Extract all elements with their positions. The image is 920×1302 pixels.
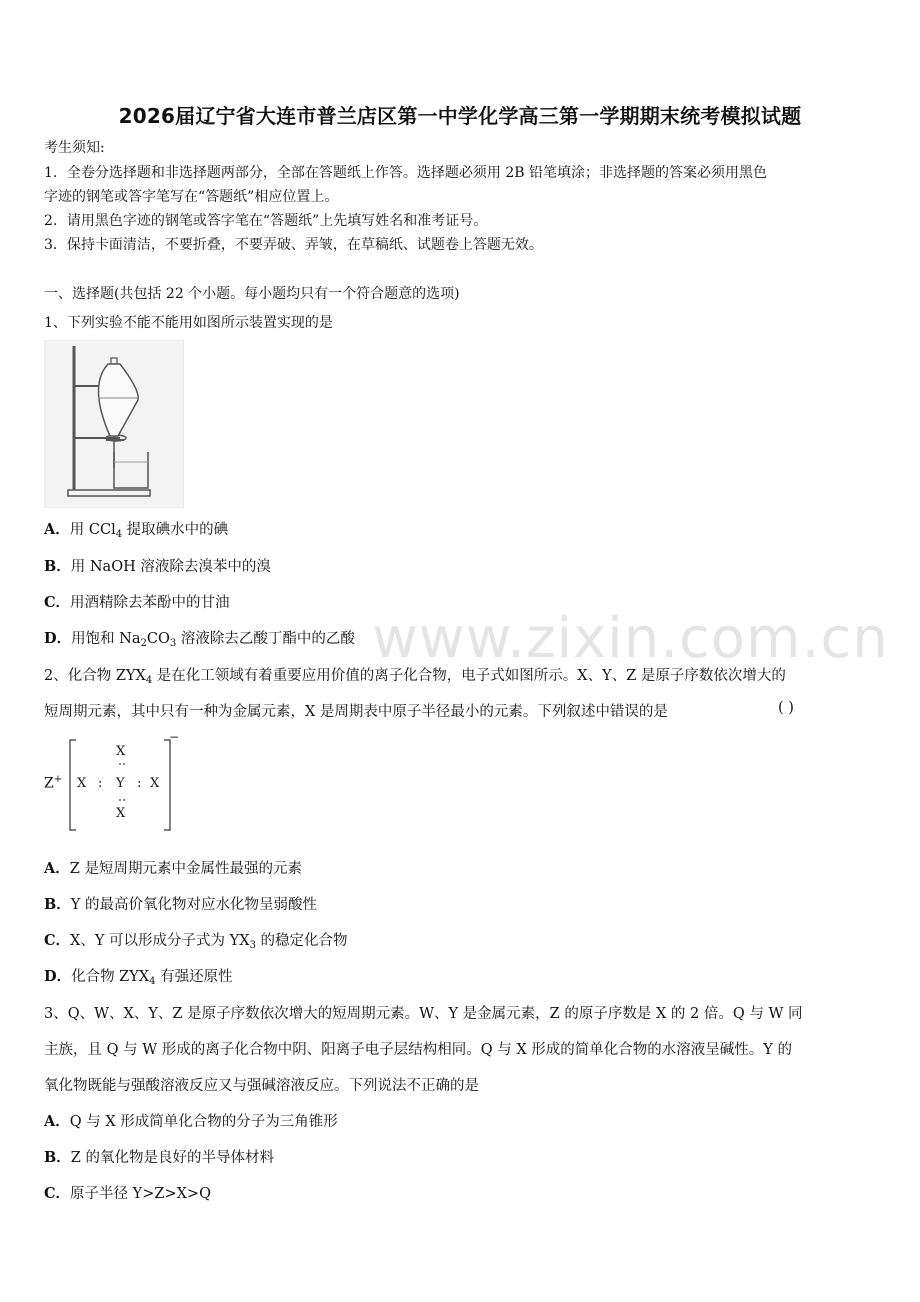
q1-stem: 1、下列实验不能不能用如图所示装置实现的是 xyxy=(44,315,333,331)
notice-item-1b: 字迹的钢笔或答字笔写在“答题纸”相应位置上。 xyxy=(44,189,339,205)
q3-option-b: B．Z 的氧化物是良好的半导体材料 xyxy=(44,1149,274,1166)
formula-cation: Z+ xyxy=(44,774,63,792)
q3-option-a: A．Q 与 X 形成简单化合物的分子为三角锥形 xyxy=(44,1113,338,1130)
q2-option-a: A．Z 是短周期元素中金属性最强的元素 xyxy=(44,860,302,877)
q1-option-a: A．用 CCl$_4$ 提取碘水中的碘 xyxy=(44,521,229,540)
q1-option-c: C．用酒精除去苯酚中的甘油 xyxy=(44,594,230,611)
q3-option-c: C．原子半径 Y>Z>X>Q xyxy=(44,1185,211,1202)
page-title: 2026届辽宁省大连市普兰店区第一中学化学高三第一学期期末统考模拟试题 xyxy=(118,104,802,128)
q3-stem-line3: 氧化物既能与强酸溶液反应又与强碱溶液反应。下列说法不正确的是 xyxy=(44,1078,479,1094)
q3-stem-line1: 3、Q、W、X、Y、Z 是原子序数依次增大的短周期元素。W、Y 是金属元素，Z 的原子序数是 X 的 2 倍。Q 与 W 同 xyxy=(44,1006,803,1022)
notice-item-1a: 1．全卷分选择题和非选择题两部分，全部在答题纸上作答。选择题必须用 2B 铅笔填涂；非选择题的答案必须用黑色 xyxy=(44,165,767,181)
electron-formula: Z+ − X X : Y : X X xyxy=(44,736,194,832)
q2-answer-paren: ( ) xyxy=(778,700,794,716)
notice-heading: 考生须知: xyxy=(44,140,105,156)
q1-option-d: D．用饱和 $Na_2CO_3$ 溶液除去乙酸丁酯中的乙酸 xyxy=(44,630,355,649)
notice-item-3: 3．保持卡面清洁，不要折叠，不要弄破、弄皱，在草稿纸、试题卷上答题无效。 xyxy=(44,237,543,253)
q2-option-c: C．X、Y 可以形成分子式为 $YX_3$ 的稳定化合物 xyxy=(44,932,348,951)
q2-stem-line2: 短周期元素，其中只有一种为金属元素，X 是周期表中原子半径最小的元素。下列叙述中错误的是 xyxy=(44,704,668,720)
section-heading: 一、选择题(共包括 22 个小题。每小题均只有一个符合题意的选项) xyxy=(44,286,460,302)
q3-stem-line2: 主族，且 Q 与 W 形成的离子化合物中阴、阳离子电子层结构相同。Q 与 X 形成的简单化合物的水溶液呈碱性。Y 的 xyxy=(44,1042,792,1058)
q2-option-d: D．化合物 $ZYX_4$ 有强还原性 xyxy=(44,968,233,987)
q1-option-b: B．用 NaOH 溶液除去溴苯中的溴 xyxy=(44,558,271,575)
q2-stem-line1: 2、化合物 $ZYX_4$ 是在化工领域有着重要应用价值的离子化合物，电子式如图所示。X、Y、Z 是原子序数依次增大的 xyxy=(44,668,786,686)
watermark: www.zixin.com.cn xyxy=(372,606,889,671)
separatory-funnel-figure xyxy=(44,340,184,508)
q2-option-b: B．Y 的最高价氧化物对应水化物呈弱酸性 xyxy=(44,896,317,913)
notice-item-2: 2．请用黑色字迹的钢笔或答字笔在“答题纸”上先填写姓名和准考证号。 xyxy=(44,213,488,229)
